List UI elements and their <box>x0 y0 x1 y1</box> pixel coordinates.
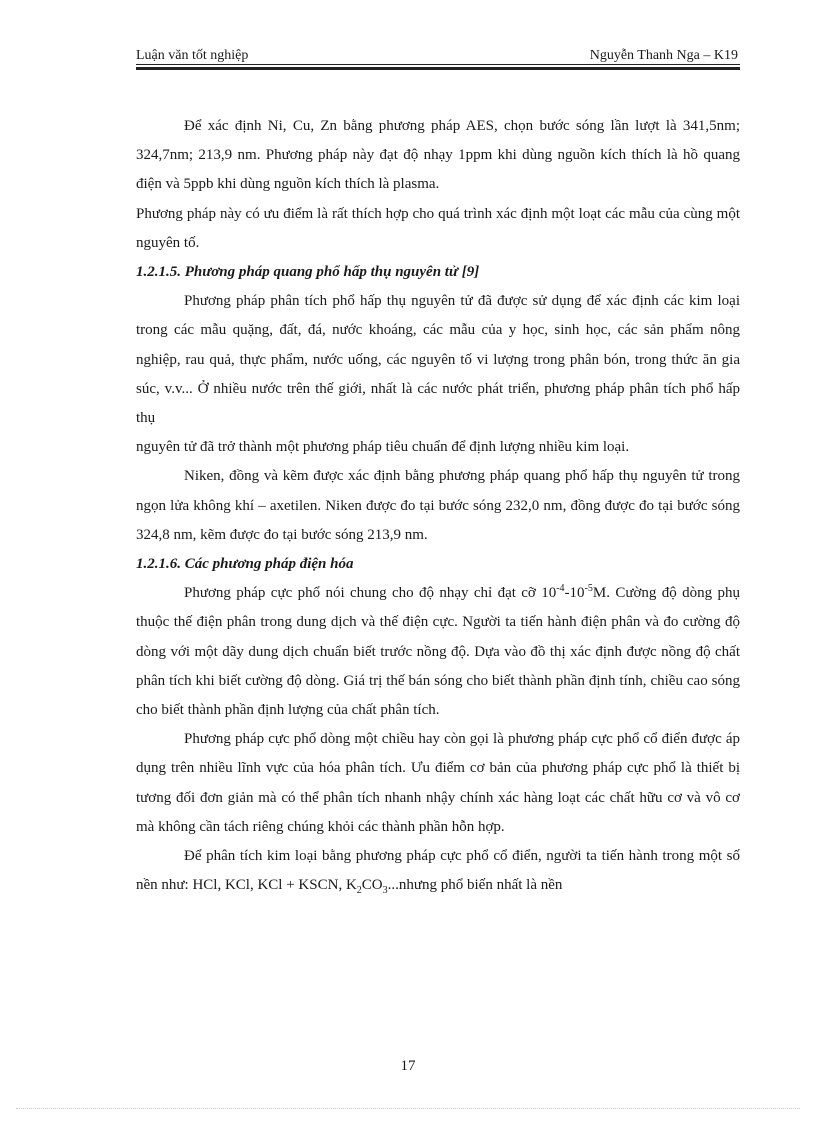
page-header <box>136 46 740 64</box>
paragraph-aes: Để xác định Ni, Cu, Zn bằng phương pháp AES, chọn bước sóng lần lượt là 341,5nm; 324,7nm; 213,9 nm. Phương pháp này đạt độ nhạy 1ppm khi dùng nguồn kích thích là hồ quang điện và 5ppb khi dùng nguồn kích thích là plasma. <box>136 118 740 193</box>
paragraph-aas-intro: Phương pháp phân tích phổ hấp thụ nguyên tử đã được sử dụng để xác định các kim loại trong các mẫu quặng, đất, đá, nước khoáng, các mẫu của y học, sinh học, các sản phẩm nông nghiệp, rau quả, thực phẩm, nước uống, các nguyên tố vi lượng trong phân bón, trong thức ăn gia súc, v.v... Ở nhiều nước trên thế giới, nhất là các nước phát triển, phương pháp phân tích phổ hấp thụ <box>136 293 740 427</box>
text-run: ...nhưng phổ biến nhất là nền <box>387 877 563 894</box>
text-run: Để phân tích kim loại bằng phương pháp cực phổ cổ điển, người ta tiến hành trong một số nền như: HCl, KCl, KCl + KSCN, K <box>136 848 740 894</box>
paragraph-aas-standard: nguyên tử đã trở thành một phương pháp tiêu chuẩn để định lượng nhiều kim loại. <box>136 439 630 456</box>
superscript: -4 <box>556 583 565 595</box>
paragraph-aes-advantage: Phương pháp này có ưu điểm là rất thích hợp cho quá trình xác định một loạt các mẫu của cùng một nguyên tố. <box>136 205 740 251</box>
subscript: 3 <box>382 885 388 897</box>
subscript: 2 <box>356 885 362 897</box>
superscript: -5 <box>584 583 593 595</box>
text-run: M. Cường độ dòng phụ thuộc thế điện phân trong dung dịch và thế điện cực. Người ta tiến hành điện phân và đo cường độ dòng với một dãy dung dịch chuẩn biết trước nồng độ. Dựa vào đồ thị xác định được nồng độ chất phân tích khi biết cường độ dòng. Giá trị thế bán sóng cho biết thành phần định tính, chiều cao sóng cho biết thành phần định lượng của chất phân tích. <box>136 585 741 719</box>
text-run: Phương pháp cực phổ nói chung cho độ nhạy chỉ đạt cỡ 10 <box>184 585 557 602</box>
header-author: Nguyễn Thanh Nga – K19 <box>589 48 738 63</box>
page-bottom-border <box>16 1108 800 1109</box>
header-rule-thick <box>136 67 740 70</box>
page-number: 17 <box>400 1058 416 1074</box>
section-heading-aas: 1.2.1.5. Phương pháp quang phổ hấp thụ nguyên tử [9] <box>136 264 480 281</box>
header-rule-thin <box>136 64 740 65</box>
page-body <box>136 112 740 900</box>
header-thesis-title: Luận văn tốt nghiệp <box>136 48 249 63</box>
section-heading-electrochemical: 1.2.1.6. Các phương pháp điện hóa <box>136 556 354 573</box>
paragraph-polarography-sensitivity <box>136 579 740 725</box>
paragraph-classical-polarography: Phương pháp cực phổ dòng một chiều hay còn gọi là phương pháp cực phổ cổ điển được áp dụng trên nhiều lĩnh vực của hóa phân tích. Ưu điểm cơ bản của phương pháp cực phổ là thiết bị tương đối đơn giản mà có thể phân tích nhanh nhậy chính xác hàng loạt các chất hữu cơ và vô cơ mà không cần tách riêng chúng khỏi các thành phần hỗn hợp. <box>136 731 740 835</box>
paragraph-aas-wavelengths: Niken, đồng và kẽm được xác định bằng phương pháp quang phổ hấp thụ nguyên tử trong ngọn lửa không khí – axetilen. Niken được đo tại bước sóng 232,0 nm, đồng được đo tại bước sóng 324,8 nm, kẽm được đo tại bước sóng 213,9 nm. <box>136 468 740 543</box>
text-run: CO <box>361 877 383 894</box>
paragraph-background-electrolytes <box>136 842 740 900</box>
text-run: -10 <box>564 585 585 602</box>
